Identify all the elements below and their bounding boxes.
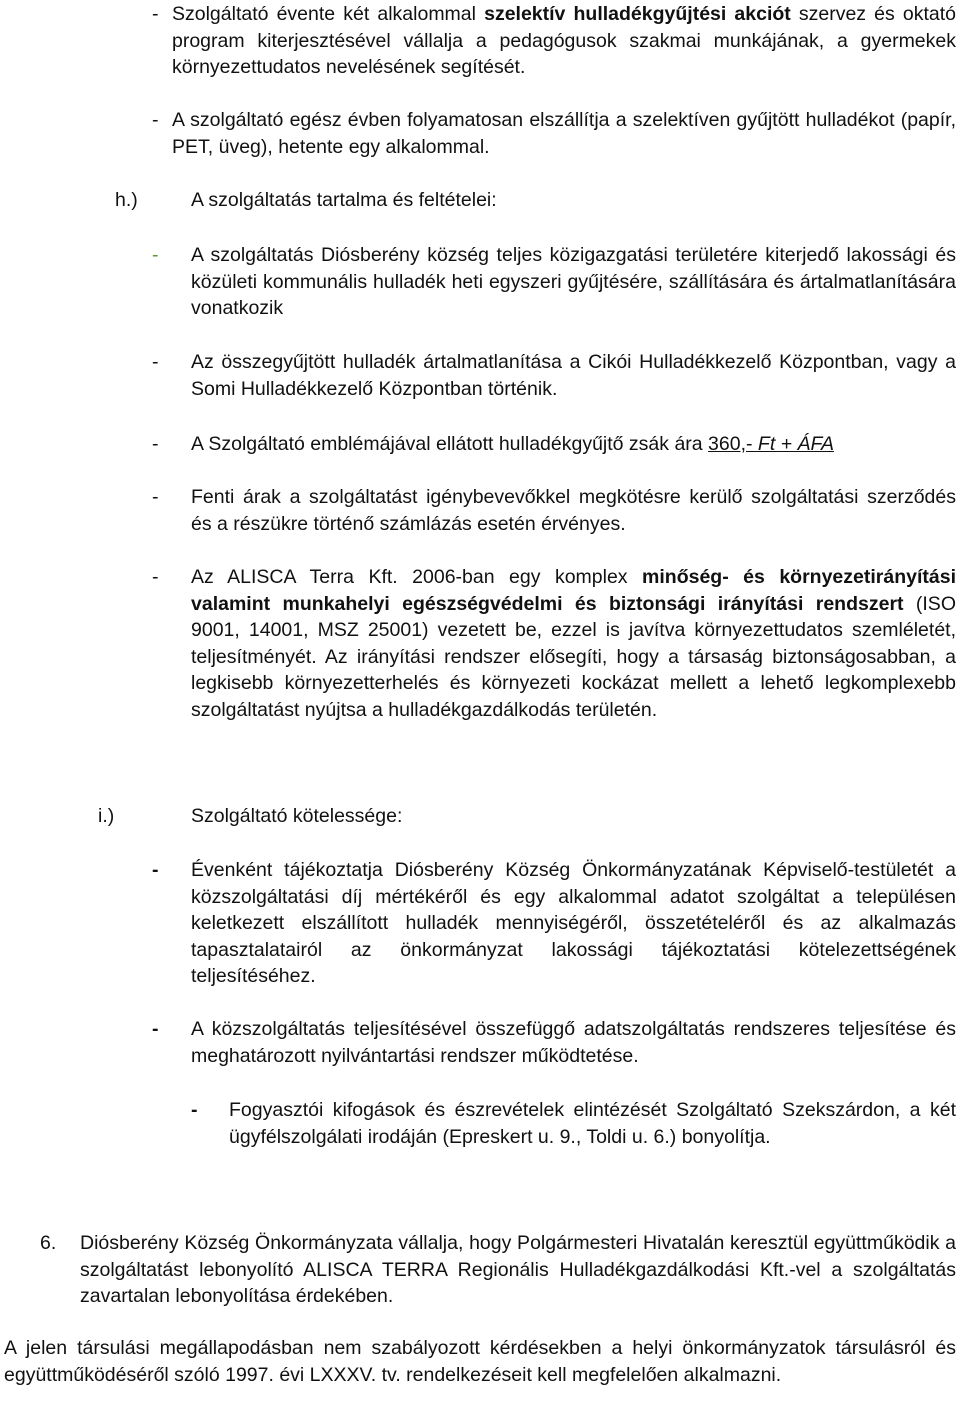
bullet-dash: -	[191, 1099, 198, 1121]
section-h-label: h.)	[115, 189, 138, 211]
bullet-dash: -	[152, 859, 159, 881]
bullet-dash: -	[152, 244, 159, 266]
bullet-dash: -	[152, 486, 159, 508]
bullet-dash: -	[152, 109, 159, 131]
list-item: A szolgáltatás Diósberény község teljes közigazgatási területére kiterjedő lakossági és közületi kommunális hulladék heti egyszeri gyűjtésére, szállítására és ártalmatlanítására vonatkozik	[191, 244, 956, 319]
paragraph-selective-collection	[172, 1, 956, 81]
text-bold: szelektív hulladékgyűjtési akciót	[484, 3, 791, 25]
closing-paragraph: A jelen társulási megállapodásban nem szabályozott kérdésekben a helyi önkormányzatok társulásról és együttműködéséről szóló 1997. évi LXXXV. tv. rendelkezéseit kell megfelelően alkalmazni.	[4, 1337, 956, 1386]
list-item: Évenként tájékoztatja Diósberény Község Önkormányzatának Képviselő-testületét a közszolgáltatási díj mértékéről és egy alkalommal adatot szolgáltat a településen keletkezett elszállított hulladék mennyiségéről, összetételéről és az alkalmazás tapasztalatairól az önkormányzat lakossági tájékoztatási kötelezettségének teljesítéséhez.	[191, 859, 956, 987]
paragraph-iso	[191, 564, 956, 723]
price-line	[191, 431, 956, 458]
text-pre: Az ALISCA Terra Kft. 2006-ban egy komplex	[191, 566, 643, 588]
bullet-dash: -	[152, 1018, 159, 1040]
list-item: Fenti árak a szolgáltatást igénybevevőkkel megkötésre kerülő szolgáltatási szerződés és a részükre történő számlázás esetén érvényes.	[191, 486, 956, 535]
price-amount: 360,-	[708, 433, 753, 455]
text-pre: Szolgáltató évente két alkalommal	[172, 3, 485, 25]
bullet-dash: -	[152, 566, 159, 588]
list-item: Az összegyűjtött hulladék ártalmatlanítása a Cikói Hulladékkezelő Központban, vagy a Somi Hulladékkezelő Központban történik.	[191, 351, 956, 400]
price-currency: Ft + ÁFA	[757, 433, 834, 455]
text-post: szervez és oktató program kiterjesztésével vállalja a pedagógusok szakmai munkájának, a gyermekek környezettudatos nevelésének segítését.	[172, 3, 956, 78]
bullet-dash: -	[152, 3, 159, 25]
paragraph-weekly-transport: A szolgáltató egész évben folyamatosan elszállítja a szelektíven gyűjtött hulladékot (papír, PET, üveg), hetente egy alkalommal.	[172, 109, 956, 158]
bullet-dash: -	[152, 433, 159, 455]
text-post: (ISO 9001, 14001, MSZ 25001) vezetett be, ezzel is javítva környezettudatos szemléletét, teljesítményét. Az irányítási rendszer elősegíti, hogy a társaság biztonságosabban, a legkisebb környezetterhelés és környezeti kockázat mellett a lehető legkomplexebb szolgáltatást nyújtsa a hulladékgazdálkodás területén.	[191, 592, 956, 721]
sub-list-item: Fogyasztói kifogások és észrevételek elintézését Szolgáltató Szekszárdon, a két ügyfélszolgálati irodáján (Epreskert u. 9., Toldi u. 6.) bonyolítja.	[229, 1099, 956, 1148]
section-h-title: A szolgáltatás tartalma és feltételei:	[191, 189, 497, 211]
text-bold: minőség- és környezetirányítási valamint munkahelyi egészségvédelmi és biztonsági irányítási rendszert	[191, 566, 956, 615]
bullet-dash: -	[152, 351, 159, 373]
section-i-label: i.)	[98, 805, 115, 827]
price-text: A Szolgáltató emblémájával ellátott hulladékgyűjtő zsák ára	[191, 433, 709, 455]
list-item: A közszolgáltatás teljesítésével összefüggő adatszolgáltatás rendszeres teljesítése és meghatározott nyilvántartási rendszer működtetése.	[191, 1018, 956, 1067]
section-i-title: Szolgáltató kötelessége:	[191, 805, 403, 827]
point-6-number: 6.	[40, 1232, 57, 1254]
point-6-text: Diósberény Község Önkormányzata vállalja, hogy Polgármesteri Hivatalán keresztül együttműködik a szolgáltatást lebonyolító ALISCA TERRA Regionális Hulladékgazdálkodási Kft.-vel a szolgáltatás zavartalan lebonyolítása érdekében.	[80, 1232, 956, 1307]
